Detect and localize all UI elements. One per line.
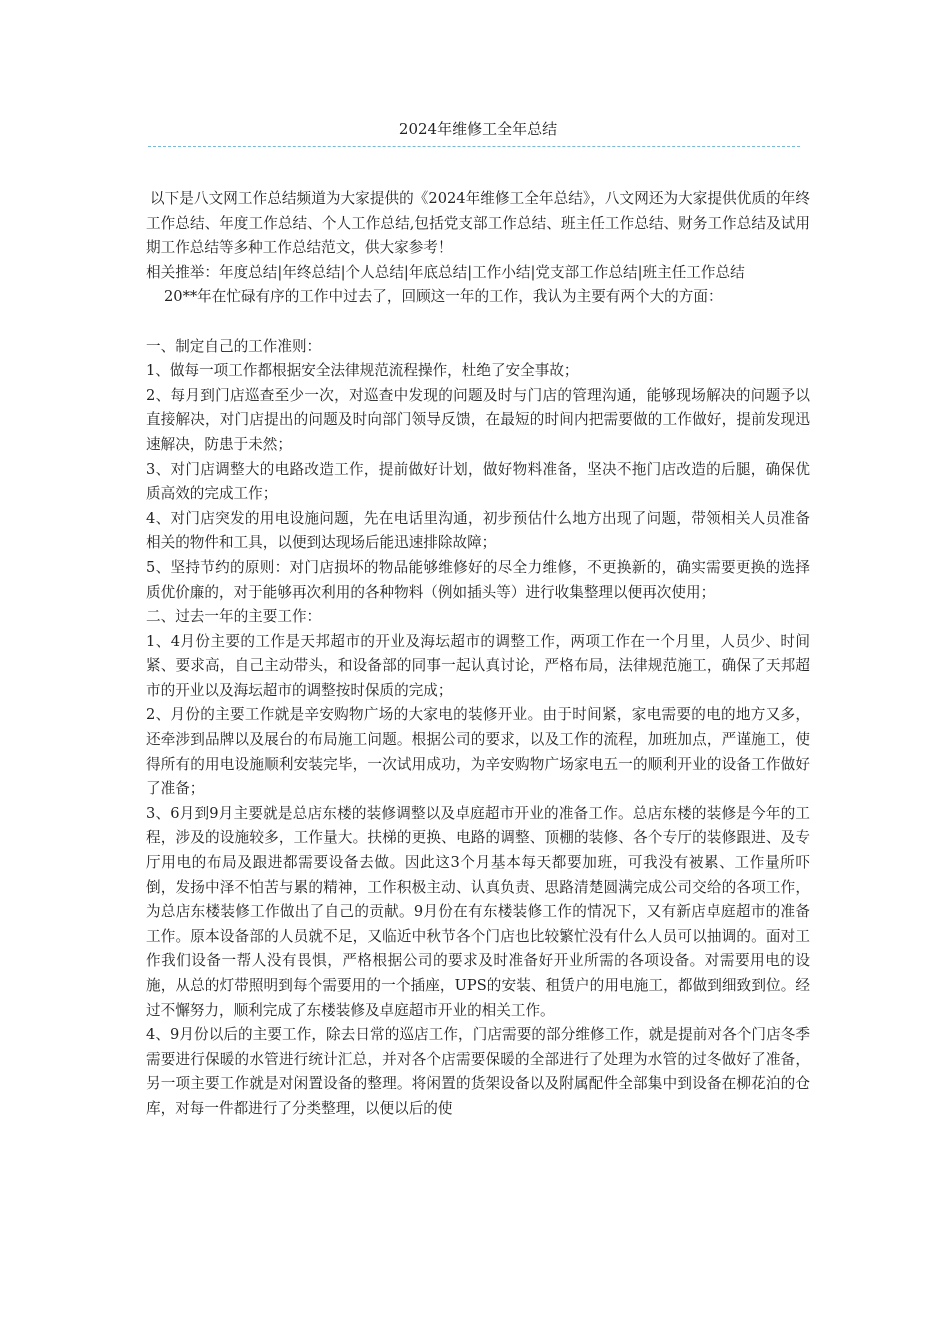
document-page [146,118,810,1122]
section-heading-2: 二、过去一年的主要工作： [146,608,322,626]
paragraph-gap [146,310,810,335]
section-heading-1: 一、制定自己的工作准则： [146,337,322,355]
intro-paragraph: 以下是八文网工作总结频道为大家提供的《2024年维修工全年总结》，八文网还为大家提供优质的年终工作总结、年度工作总结、个人工作总结,包括党支部工作总结、班主任工作总结、财务工作总结及试用期工作总结等多种工作总结范文，供大家参考！ [146,190,810,257]
document-body [146,187,810,1122]
section1-item: 5、坚持节约的原则：对门店损坏的物品能够维修好的尽全力维修，不更换新的，确实需要更换的选择质优价廉的，对于能够再次利用的各种物料（例如插头等）进行收集整理以便再次使用； [146,558,810,601]
document-title: 2024年维修工全年总结 [398,120,558,138]
section1-item: 3、对门店调整大的电路改造工作，提前做好计划，做好物料准备，坚决不拖门店改造的后腿，确保优质高效的完成工作； [146,460,810,503]
related-recommendations: 相关推举：年度总结|年终总结|个人总结|年底总结|工作小结|党支部工作总结|班主任工作总结 [146,263,745,281]
section2-item: 1、4月份主要的工作是天邦超市的开业及海坛超市的调整工作，两项工作在一个月里，人员少、时间紧、要求高，自己主动带头，和设备部的同事一起认真讨论，严格布局，法律规范施工，确保了天邦超市的开业以及海坛超市的调整按时保质的完成； [146,632,810,699]
section2-item: 2、月份的主要工作就是辛安购物广场的大家电的装修开业。由于时间紧，家电需要的电的地方又多，还牵涉到品牌以及展台的布局施工问题。根据公司的要求，以及工作的流程，加班加点，严谨施工，使得所有的用电设施顺利安装完毕，一次试用成功，为辛安购物广场家电五一的顺利开业的设备工作做好了准备； [146,706,810,798]
section1-item: 2、每月到门店巡查至少一次，对巡查中发现的问题及时与门店的管理沟通，能够现场解决的问题予以直接解决，对门店提出的问题及时向部门领导反馈，在最短的时间内把需要做的工作做好，提前发现迅速解决，防患于未然； [146,386,810,453]
section2-item: 3、6月到9月主要就是总店东楼的装修调整以及卓庭超市开业的准备工作。总店东楼的装修是今年的工程，涉及的设施较多，工作量大。扶梯的更换、电路的调整、顶棚的装修、各个专厅的装修跟进、及专厅用电的布局及跟进都需要设备去做。因此这3个月基本每天都要加班，可我没有被累、工作量所吓倒，发扬中泽不怕苦与累的精神，工作积极主动、认真负责、思路清楚圆满完成公司交给的各项工作，为总店东楼装修工作做出了自己的贡献。9月份在有东楼装修工作的情况下，又有新店卓庭超市的准备工作。原本设备部的人员就不足，又临近中秋节各个门店也比较繁忙没有什么人员可以抽调的。面对工作我们设备一帮人没有畏惧，严格根据公司的要求及时准备好开业所需的各项设备。对需要用电的设施，从总的灯带照明到每个需要用的一个插座，UPS的安装、租赁户的用电施工，都做到细致到位。经过不懈努力，顺利完成了东楼装修及卓庭超市开业的相关工作。 [146,804,810,1019]
section1-item: 1、做每一项工作都根据安全法律规范流程操作，杜绝了安全事故； [146,362,579,380]
section1-item: 4、对门店突发的用电设施问题，先在电话里沟通，初步预估什么地方出现了问题，带领相关人员准备相关的物件和工具，以便到达现场后能迅速排除故障； [146,509,810,552]
opening-paragraph: 20**年在忙碌有序的工作中过去了，回顾这一年的工作，我认为主要有两个大的方面： [164,288,723,306]
section2-item: 4、9月份以后的主要工作，除去日常的巡店工作，门店需要的部分维修工作，就是提前对各个门店冬季需要进行保暖的水管进行统计汇总，并对各个店需要保暖的全部进行了处理为水管的过冬做好了准备，另一项主要工作就是对闲置设备的整理。将闲置的货架设备以及附属配件全部集中到设备在柳花泊的仓库，对每一件都进行了分类整理，以便以后的使 [146,1026,810,1117]
title-divider [148,146,800,147]
